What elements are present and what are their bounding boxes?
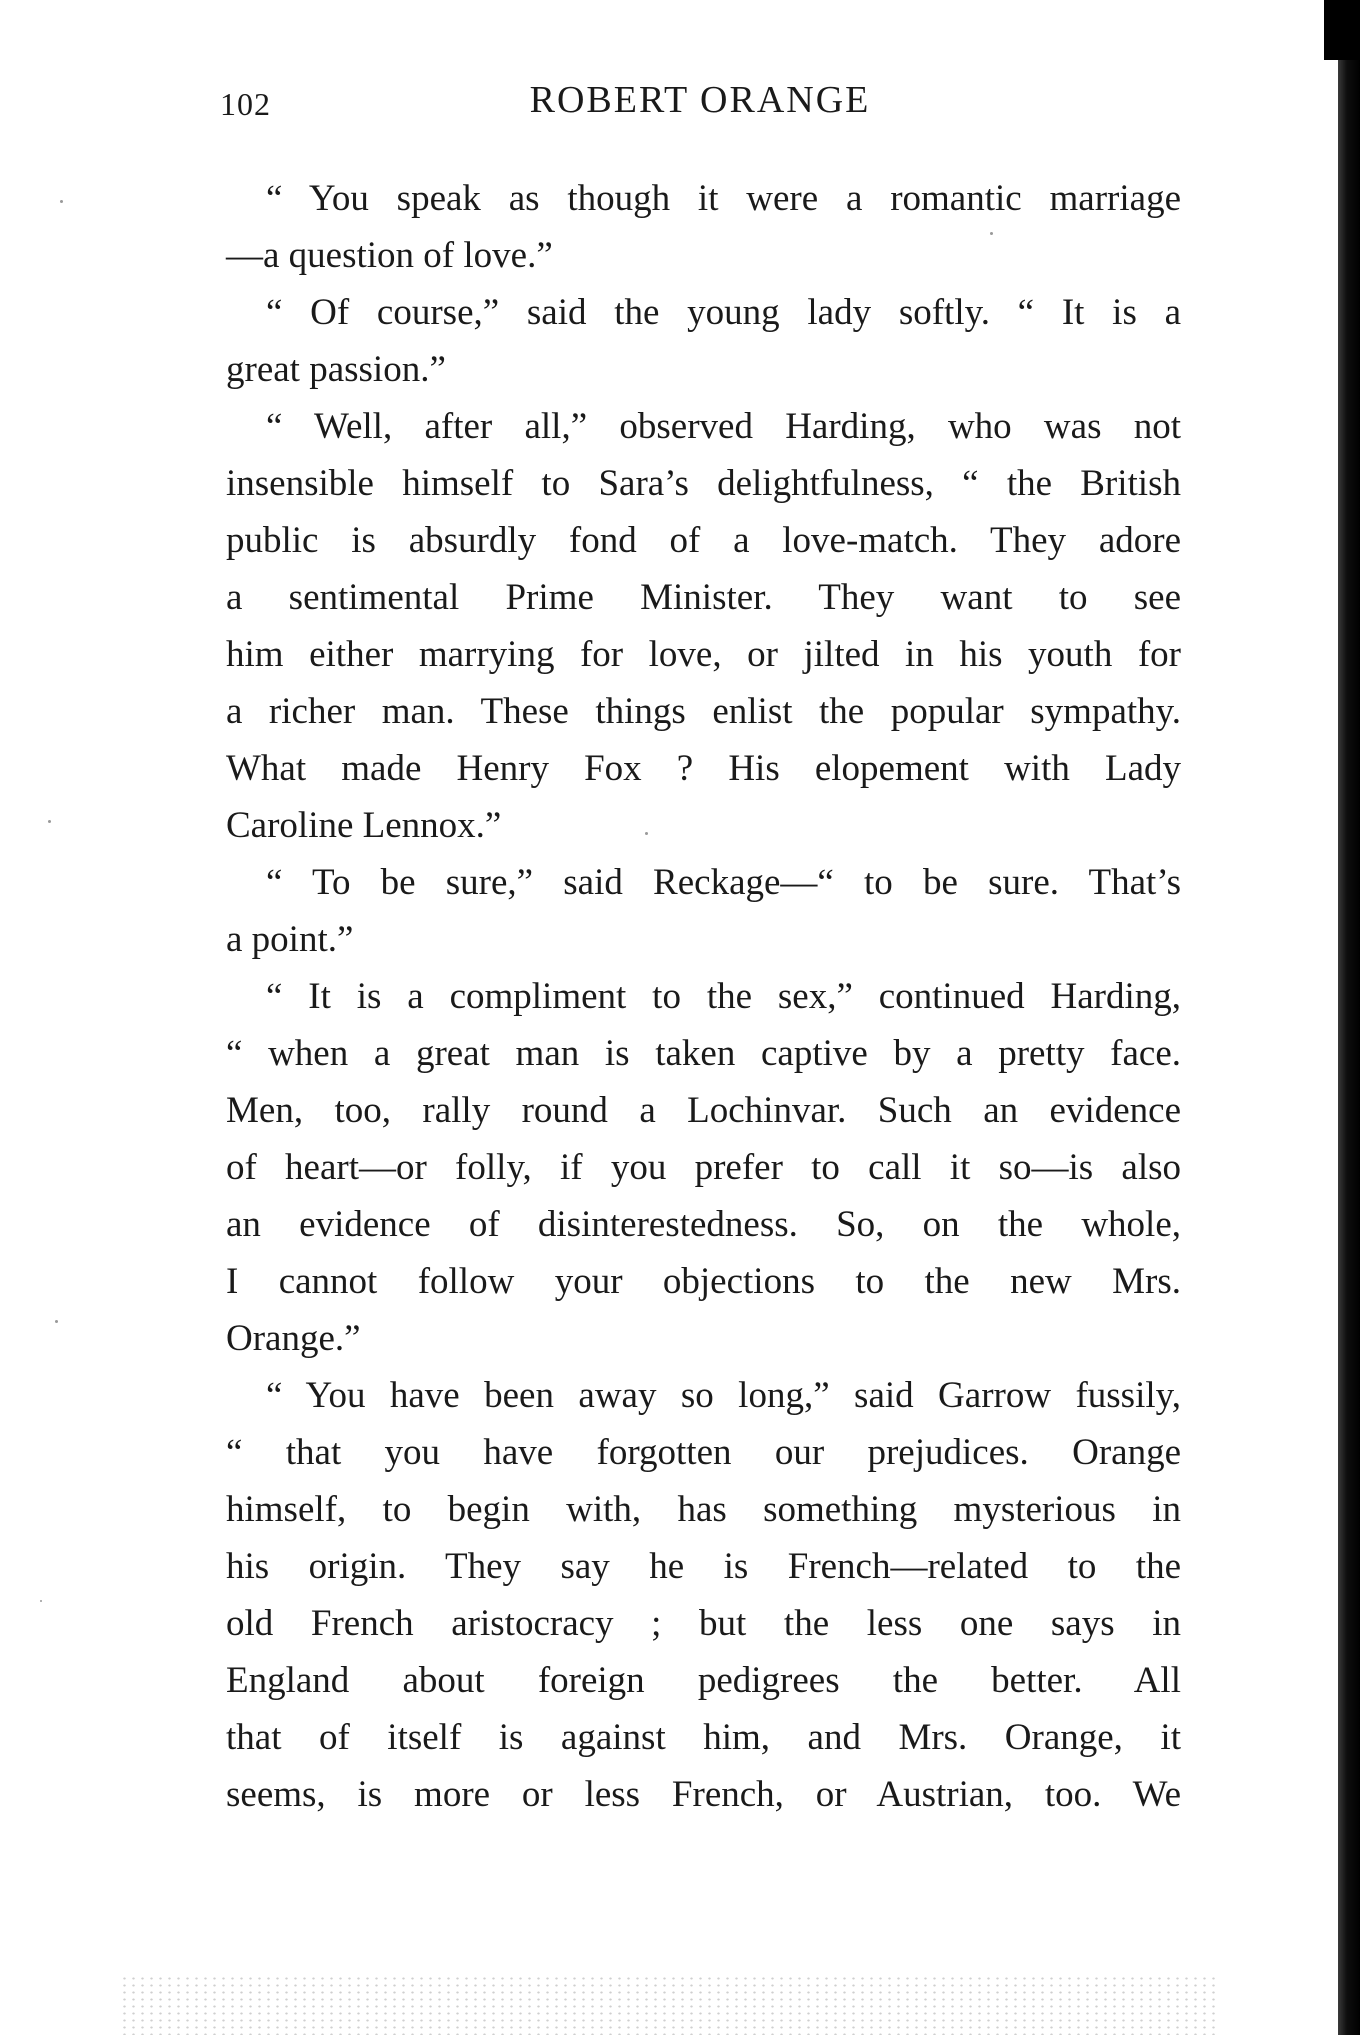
scan-speck xyxy=(40,1600,42,1602)
text-line: of heart—or folly, if you prefer to call it so—is also xyxy=(226,1147,1181,1188)
text-line: What made Henry Fox ? His elopement with Lady xyxy=(226,748,1181,789)
text-line: Caroline Lennox.” xyxy=(226,805,502,846)
text-line: a point.” xyxy=(226,919,354,960)
text-line: —a question of love.” xyxy=(226,235,553,276)
text-line: England about foreign pedigrees the better. All xyxy=(226,1660,1181,1701)
text-line: public is absurdly fond of a love-match. They adore xyxy=(226,520,1181,561)
body-text xyxy=(226,170,1181,1823)
text-line: “ that you have forgotten our prejudices. Orange xyxy=(226,1432,1181,1473)
scan-noise xyxy=(120,1975,1220,2035)
page-edge-corner xyxy=(1324,0,1360,60)
text-line: old French aristocracy ; but the less one says in xyxy=(226,1603,1181,1644)
text-line: insensible himself to Sara’s delightfulness, “ the British xyxy=(226,463,1181,504)
text-line: that of itself is against him, and Mrs. Orange, it xyxy=(226,1717,1181,1758)
text-line: him either marrying for love, or jilted in his youth for xyxy=(226,634,1181,675)
text-line: Orange.” xyxy=(226,1318,361,1359)
scan-speck xyxy=(55,1320,58,1323)
text-line: a sentimental Prime Minister. They want to see xyxy=(226,577,1181,618)
text-line: his origin. They say he is French—related to the xyxy=(226,1546,1181,1587)
scan-speck xyxy=(645,832,648,835)
text-line: “ when a great man is taken captive by a pretty face. xyxy=(226,1033,1181,1074)
scan-speck xyxy=(48,820,51,823)
text-line: “ It is a compliment to the sex,” continued Harding, xyxy=(266,976,1181,1017)
text-line: Men, too, rally round a Lochinvar. Such an evidence xyxy=(226,1090,1181,1131)
text-line: “ You have been away so long,” said Garrow fussily, xyxy=(266,1375,1181,1416)
text-line: “ You speak as though it were a romantic marriage xyxy=(266,178,1181,219)
page-edge-shadow xyxy=(1338,0,1360,2035)
scan-speck xyxy=(60,200,63,203)
page-number: 102 xyxy=(220,86,271,122)
running-title: ROBERT ORANGE xyxy=(529,79,871,121)
text-line: “ To be sure,” said Reckage—“ to be sure. That’s xyxy=(266,862,1181,903)
text-line: seems, is more or less French, or Austrian, too. We xyxy=(226,1774,1181,1815)
text-line: great passion.” xyxy=(226,349,446,390)
text-line: “ Of course,” said the young lady softly. “ It is a xyxy=(266,292,1181,333)
text-line: I cannot follow your objections to the new Mrs. xyxy=(226,1261,1181,1302)
text-line: himself, to begin with, has something mysterious in xyxy=(226,1489,1181,1530)
scan-speck xyxy=(990,232,993,235)
text-line: a richer man. These things enlist the popular sympathy. xyxy=(226,691,1181,732)
text-line: “ Well, after all,” observed Harding, who was not xyxy=(266,406,1181,447)
running-head xyxy=(220,78,1180,138)
text-line: an evidence of disinterestedness. So, on the whole, xyxy=(226,1204,1181,1245)
